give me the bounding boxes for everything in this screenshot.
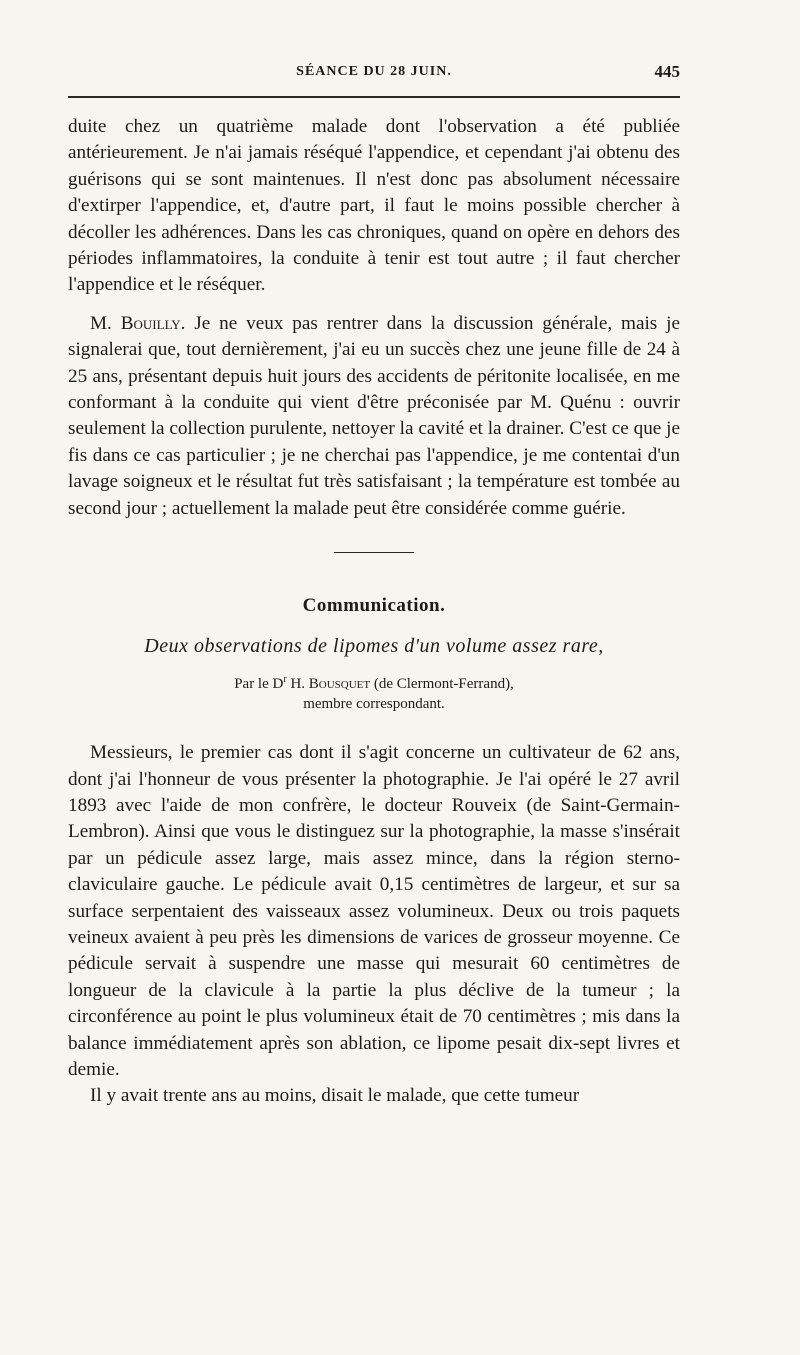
section-divider [334, 552, 414, 553]
byline-author [68, 670, 680, 694]
header-rule [68, 96, 680, 98]
paragraph-2 [68, 311, 680, 522]
section-title: Communication. [302, 595, 446, 617]
body-text [68, 114, 680, 1110]
author-place: (de Clermont-Ferrand), [370, 676, 514, 693]
paragraph-1: duite chez un quatrième malade dont l'observation a été publiée antérieurement. Je n'ai jamais réséqué l'appendice, et cependant j'ai obtenu des guérisons qui se sont maintenues. Il n'est donc pas absolument nécessaire d'extirper l'appendice, et, d'autre part, il faut le moins possible chercher à décoller les adhérences. Dans les cas chroniques, quand on opère en dehors des périodes inflammatoires, la conduite à tenir est tout autre ; il faut chercher l'appendice et le réséquer. [68, 116, 680, 296]
byline-prefix: Par le D [234, 676, 284, 693]
running-title: SÉANCE DU 28 JUIN. [296, 64, 452, 79]
paragraph-3: Messieurs, le premier cas dont il s'agit concerne un cultivateur de 62 ans, dont j'ai l'honneur de vous présenter la photographie. Je l'ai opéré le 27 avril 1893 avec l'aide de mon confrère, le docteur Rouveix (de Saint-Germain-Lembron). Ainsi que vous le distinguez sur la photographie, la masse s'insérait par un pédicule assez large, mais assez mince, dans la région sterno-claviculaire gauche. Le pédicule avait 0,15 centimètres de largeur, et sur sa surface serpentaient des vaisseaux assez volumineux. Deux ou trois paquets veineux avaient à peu près les dimensions de varices de grosseur moyenne. Ce pédicule servait à suspendre une masse qui mesurait 60 centimètres de longueur de la clavicule à la partie la plus déclive de la tumeur ; la circonférence au point le plus volumineux était de 70 centimètres ; mis dans la balance immédiatement après son ablation, ce lipome pesait dix-sept livres et demie. [68, 742, 680, 1080]
page [68, 0, 680, 1355]
page-number: 445 [654, 62, 680, 81]
paragraph-2-text: Je ne veux pas rentrer dans la discussion générale, mais je signalerai que, tout dernièrement, j'ai eu un succès chez une jeune fille de 24 à 25 ans, présentant depuis huit jours des accidents de péritonite localisée, en me conformant à la conduite qui vient d'être préconisée par M. Quénu : ouvrir seulement la collection purulente, nettoyer la cavité et la drainer. C'est ce que je fis dans ce cas particulier ; je ne cherchai pas l'appendice, je me contentai d'un lavage soigneux et le résultat fut très satisfaisant ; la température est tombée au second jour ; actuellement la malade peut être considérée comme guérie. [68, 312, 680, 519]
speaker-name: M. Bouilly. [90, 312, 186, 334]
paragraph-4: Il y avait trente ans au moins, disait le malade, que cette tumeur [90, 1085, 580, 1107]
byline [68, 670, 680, 714]
byline-sup: r [283, 674, 287, 686]
article-title: Deux observations de lipomes d'un volume assez rare, [144, 635, 604, 658]
author-name: H. Bousquet [286, 676, 371, 693]
running-head [68, 62, 680, 86]
byline-role: membre correspondant. [303, 696, 445, 713]
